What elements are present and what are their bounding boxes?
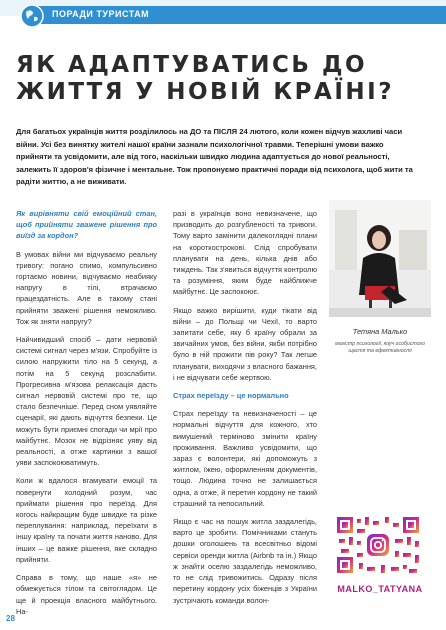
paragraph: Якщо є час на пошук житла заздалегідь, варто це зробити. Помічниками стануть дошки оголошень та всесвітньо відомі сервіси оренди житла (Airbnb та ін.) Якщо ж знайти оселю заздалегідь неможливо, то не слід тривожитись. Одразу після перетину кордону усіх біженців з України зустрічають команди волон- <box>173 517 317 605</box>
title-line-1: ЯК АДАПТУВАТИСЬ ДО <box>16 52 367 78</box>
lead-paragraph: Для багатьох українців життя розділилось на ДО та ПІСЛЯ 24 лютого, коли кожен відчув жахливі часи війни. Усі без винятку жителі нашої країни зазнали психологічної травми. Теперішні умови важко прийняти та усвідомити, але від того, наскільки швидко людина адаптується до нової реальності, залежить її здоров'я фізичне і ментальне. Тож пропонуємо практичні поради від психолога, щоб жити та радіти життю, а не виживати. <box>16 127 413 186</box>
paragraph: разі в українців воно невизначене, що призводить до розгубленості та тривоги. Тому варто замінити далекоглядні плани на короткострокові. Слід спробувати планувати на день, кілька днів або тиждень. Так з'явиться відчуття контролю та розуміння, яким буде найближче майбутнє. Це заспокоює. <box>173 209 317 297</box>
question-heading: Як вирівняти свій емоційний стан, щоб прийняти зважене рішення про виїзд за кордон? <box>16 209 157 241</box>
header-bar <box>0 0 446 34</box>
page-title <box>16 52 416 106</box>
title-line-2: ЖИТТЯ У НОВІЙ КРАЇНІ? <box>16 79 395 105</box>
paragraph: Справа в тому, що наше «я» не обмежується тілом та світоглядом. Це ще й проекція власного майбутнього. На- <box>16 573 157 616</box>
author-photo <box>329 200 431 317</box>
qr-code <box>333 513 423 577</box>
column-1 <box>16 208 157 624</box>
column-2 <box>173 208 317 613</box>
page-number: 28 <box>6 614 15 623</box>
globe-icon <box>20 4 44 28</box>
paragraph: В умовах війни ми відчуваємо реальну тривогу: погано спимо, компульсивно гортаємо новини, відчуваємо неабияку напругу в тілі, втрачаємо працездатність. Але в такому стані прийняти зважені рішення неможливо. Тож як зняти напругу? <box>16 249 157 326</box>
paragraph: Найчивидший спосіб – дати нервовій системі сигнал через м'язи. Спробуйте із силою напружити тіло на 5 секунд, а потім на 5 секунд розслабити. Прогресивна м'язова релаксація дасть сигнал нервовій системі про те, що стало безпечніше. Перед сном уявляйте сценарії, які дають відчуття безпеки. Це можуть бути приємні спогади чи мрії про майбутнє. Мозок не відрізняє уяву від реальності, а отже картинки з вашої уяви заспокоюватимуть. <box>16 335 157 468</box>
subheading: Страх переїзду – це нормально <box>173 391 289 401</box>
author-description: магістр психології, коуч особистого щастя та ефективності <box>335 341 425 354</box>
author-name: Тетяна Малько <box>352 327 408 336</box>
paragraph: Страх переїзду та невизначеності – це нормальні відчуття для кожного, хто вимушений терміново змінити країну проживання. Важливо усвідомити, що зараз є волонтери, які допоможуть з житлом, їжею, оформленням документів, тощо. Людина точно не залишається одна, а отже, й перетин кордону не такий страшний та непосильний. <box>173 409 317 508</box>
social-handle[interactable]: MALKO_TATYANA <box>337 584 423 594</box>
instagram-icon <box>367 534 389 556</box>
section-title: ПОРАДИ ТУРИСТАМ <box>52 9 150 19</box>
paragraph: Коли ж вдалося вгамувати емоції та повернути холодний розум, час приймати рішення про переїзд. Для когось найкращим буде швидке та різке переплування: наприклад, переїхати в іншу країну та почати життя наново. Для інших – це важке рішення, яке складно прийняти. <box>16 476 157 564</box>
paragraph: Якщо важко вирішити, куди тікати від війни – до Польщі чи Чехії, то варто запитати себе, яку б країну обрали за звичайних умов, без війни, якби потрібно було в ній прожити пів року? Так легше планувати, виходячи з власного бажання, і не відчувати себе жертвою. <box>173 305 317 382</box>
